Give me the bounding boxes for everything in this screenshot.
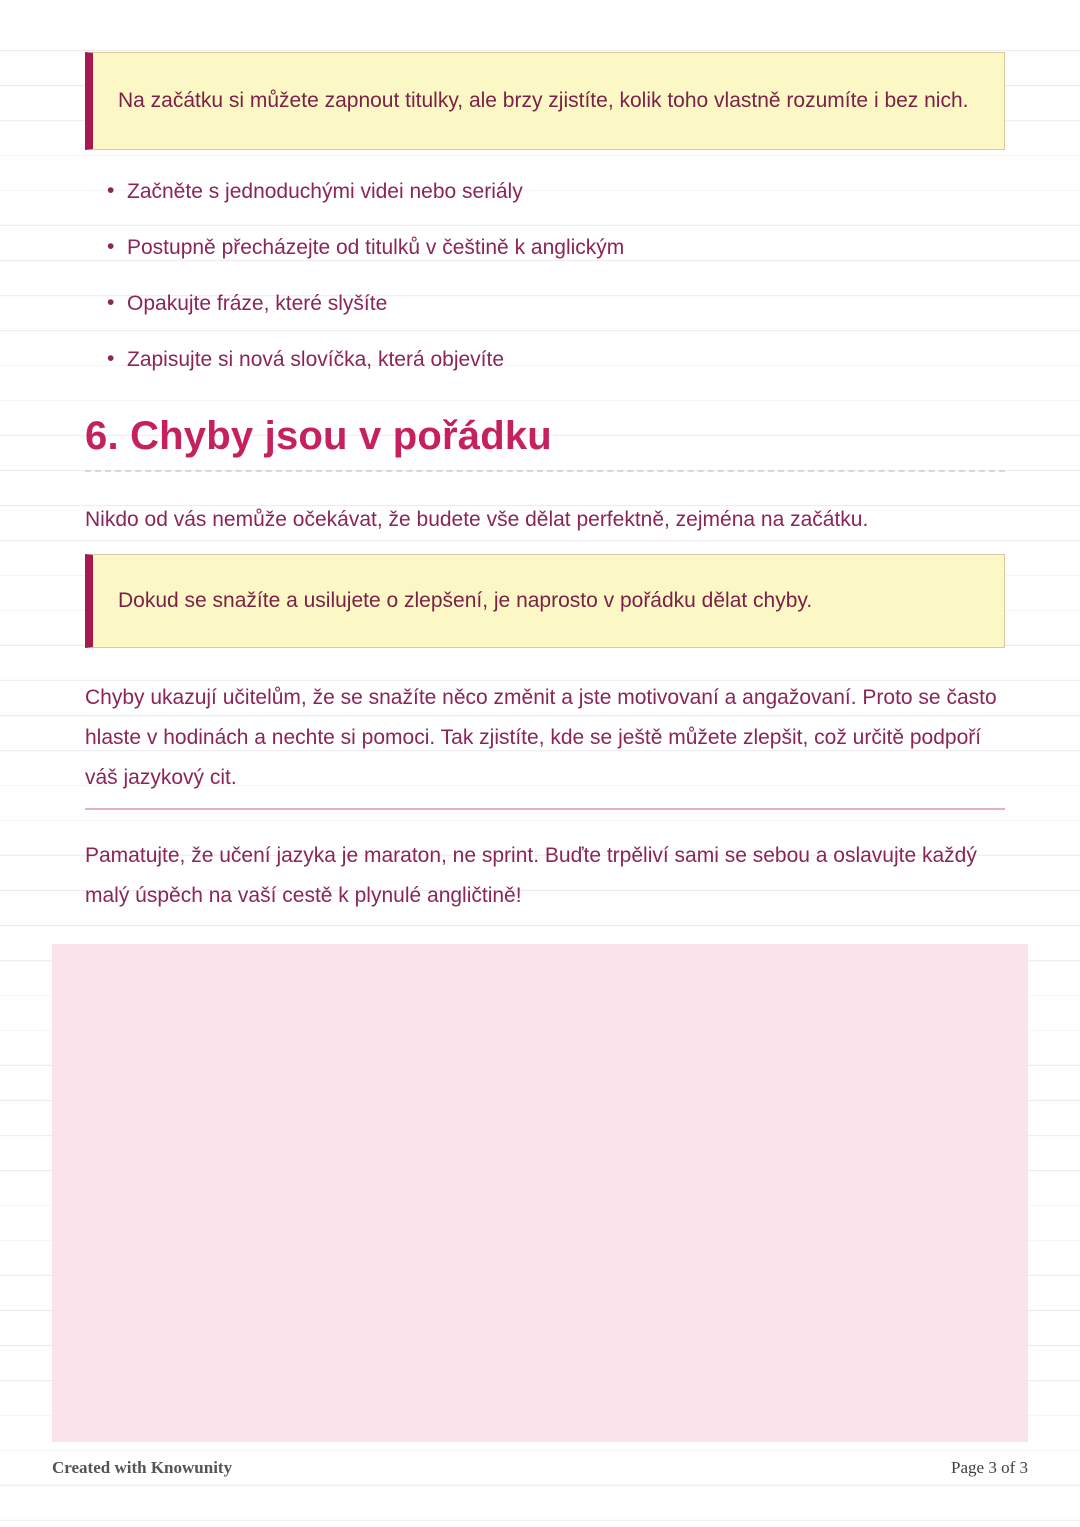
- list-item: [85, 290, 1005, 318]
- paragraph: Chyby ukazují učitelům, že se snažíte něco změnit a jste motivovaní a angažovaní. Proto se často hlaste v hodinách a nechte si pomoci. Tak zjistíte, kde se ještě můžete zlepšit, což určitě podpoří váš jazykový cit.: [85, 686, 997, 789]
- page-number: Page 3 of 3: [951, 1458, 1028, 1477]
- list-item-text: Opakujte fráze, které slyšíte: [127, 292, 388, 315]
- bullet-icon: •: [107, 347, 115, 370]
- list-item-text: Postupně přecházejte od titulků v češtině k anglickým: [127, 236, 625, 259]
- section-divider: [85, 808, 1005, 810]
- redacted-image-block: [52, 944, 1028, 1442]
- list-item-text: Začněte s jednoduchými videi nebo seriály: [127, 180, 523, 203]
- list-item-text: Zapisujte si nová slovíčka, která objevíte: [127, 348, 505, 371]
- list-item: [85, 178, 1005, 206]
- callout-text: Dokud se snažíte a usilujete o zlepšení, je naprosto v pořádku dělat chyby.: [118, 589, 813, 612]
- page-footer: [52, 1458, 1028, 1478]
- tips-list: [85, 178, 1005, 374]
- bullet-icon: •: [107, 291, 115, 314]
- footer-branding: Created with Knowunity: [52, 1458, 233, 1477]
- highlight-callout-2: [85, 554, 1005, 648]
- bullet-icon: •: [107, 179, 115, 202]
- paragraph: Pamatujte, že učení jazyka je maraton, ne sprint. Buďte trpěliví sami se sebou a oslavujte každý malý úspěch na vaší cestě k plynulé angličtině!: [85, 844, 977, 907]
- list-item: [85, 234, 1005, 262]
- callout-text: Na začátku si můžete zapnout titulky, ale brzy zjistíte, kolik toho vlastně rozumíte i bez nich.: [118, 89, 969, 112]
- list-item: [85, 346, 1005, 374]
- bullet-icon: •: [107, 235, 115, 258]
- highlight-callout-1: [85, 52, 1005, 150]
- paragraph: Nikdo od vás nemůže očekávat, že budete vše dělat perfektně, zejména na začátku.: [85, 508, 869, 531]
- section-heading: 6. Chyby jsou v pořádku: [85, 414, 1005, 472]
